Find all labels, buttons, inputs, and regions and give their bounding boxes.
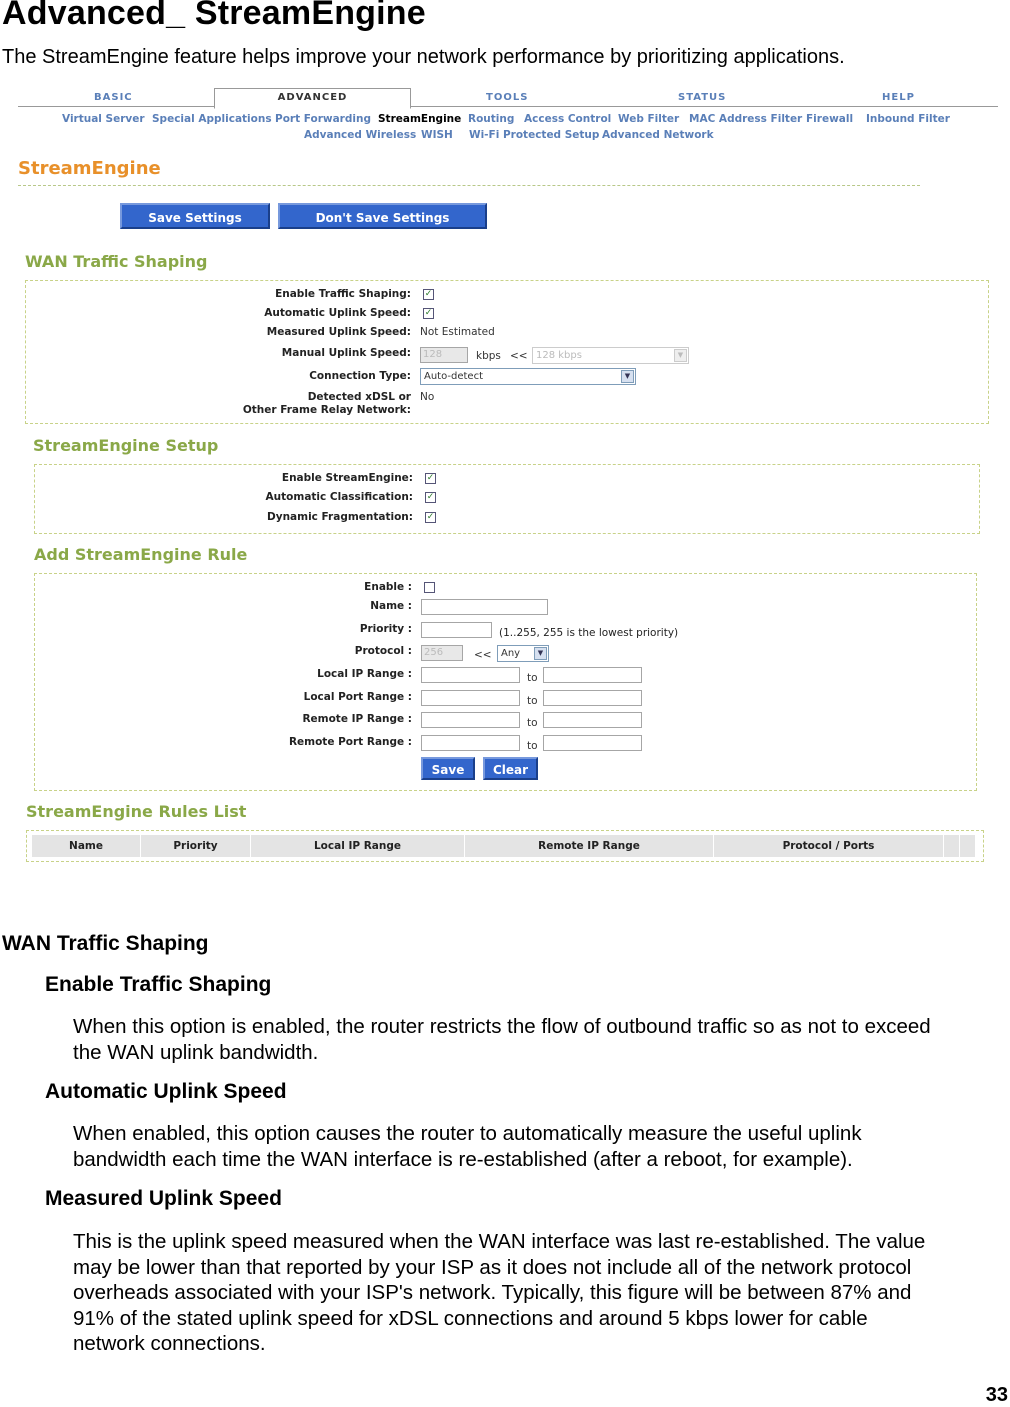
manual-speed-arrows: << [510,350,528,362]
save-settings-button[interactable]: Save Settings [120,203,270,229]
rule-name-input[interactable] [421,599,548,615]
wan-traffic-shaping-heading: WAN Traffic Shaping [2,932,209,955]
measured-uplink-speed-line-5: network connections. [73,1332,266,1355]
detected-xdsl-label-line1: Detected xDSL or [307,391,411,403]
remote-ip-start-input[interactable] [421,712,520,728]
local-ip-to: to [527,672,538,684]
local-port-to: to [527,695,538,707]
nav-firewall[interactable]: Firewall [806,113,854,125]
local-port-start-input[interactable] [421,690,520,706]
router-screenshot [14,86,1000,866]
chevron-down-icon: ▼ [674,349,687,362]
automatic-uplink-speed-line-1: When enabled, this option causes the router to automatically measure the useful uplink [73,1122,862,1145]
enable-streamengine-checkbox[interactable]: ✓ [426,473,435,483]
column-header-remote-ip-range: Remote IP Range [465,835,714,857]
detected-xdsl-label-line2: Other Frame Relay Network: [242,404,411,416]
rule-clear-button[interactable]: Clear [483,757,538,780]
page-number: 33 [985,1384,1008,1406]
manual-uplink-speed-select[interactable] [532,347,689,364]
intro-text: The StreamEngine feature helps improve your network performance by prioritizing applications. [2,46,845,68]
nav-mac-address-filter[interactable]: MAC Address Filter [689,113,803,125]
page-heading: StreamEngine [18,158,161,179]
connection-type-select[interactable] [420,368,636,385]
nav-port-forwarding[interactable]: Port Forwarding [275,113,371,125]
nav-inbound-filter[interactable]: Inbound Filter [866,113,950,125]
nav-virtual-server[interactable]: Virtual Server [62,113,145,125]
enable-traffic-shaping-label: Enable Traffic Shaping: [275,288,411,300]
rule-protocol-label: Protocol : [354,645,412,657]
kbps-unit: kbps [476,350,501,362]
enable-traffic-shaping-checkbox[interactable]: ✓ [424,289,433,299]
tab-tools[interactable]: TOOLS [486,92,529,103]
nav-web-filter[interactable]: Web Filter [618,113,680,125]
automatic-uplink-speed-description [73,1121,862,1172]
nav-wifi-protected-setup[interactable]: Wi-Fi Protected Setup [469,129,600,141]
local-ip-start-input[interactable] [421,667,520,683]
tab-status[interactable]: STATUS [678,92,727,103]
wan-section-title: WAN Traffic Shaping [25,252,208,271]
measured-uplink-speed-label: Measured Uplink Speed: [266,326,411,338]
column-header-protocol-ports: Protocol / Ports [714,835,944,857]
rule-protocol-input[interactable]: 256 [421,645,463,661]
tab-advanced[interactable]: ADVANCED [214,88,411,109]
column-header-priority: Priority [141,835,251,857]
rule-protocol-select-value: Any [501,648,521,659]
local-port-range-label: Local Port Range : [303,691,412,703]
automatic-uplink-speed-label: Automatic Uplink Speed: [264,307,411,319]
rule-enable-checkbox[interactable] [424,582,435,593]
column-header-spacer-2 [960,835,976,857]
remote-ip-to: to [527,717,538,729]
enable-traffic-shaping-heading: Enable Traffic Shaping [45,973,272,996]
measured-uplink-speed-description [73,1229,925,1357]
rule-priority-hint: (1..255, 255 is the lowest priority) [499,627,679,639]
automatic-uplink-speed-heading: Automatic Uplink Speed [45,1080,287,1103]
measured-uplink-speed-value: Not Estimated [420,326,495,338]
remote-ip-end-input[interactable] [543,712,642,728]
remote-port-to: to [527,740,538,752]
measured-uplink-speed-line-2: may be lower than that reported by your ISP as it does not include all of the network protocol [73,1255,912,1279]
enable-streamengine-label: Enable StreamEngine: [281,472,413,484]
document-title: Advanced_ StreamEngine [2,0,426,32]
dont-save-settings-button[interactable]: Don't Save Settings [278,203,487,229]
heading-divider [18,185,920,186]
manual-uplink-speed-select-value: 128 kbps [536,350,582,361]
rule-protocol-select[interactable] [497,645,549,662]
measured-uplink-speed-heading: Measured Uplink Speed [45,1187,282,1210]
measured-uplink-speed-line-3: overheads associated with your ISP's network. Typically, this figure will be between 87% and [73,1281,912,1304]
column-header-spacer-1 [944,835,960,857]
nav-routing[interactable]: Routing [468,113,515,125]
enable-traffic-shaping-line-1: When this option is enabled, the router restricts the flow of outbound traffic so as not to exceed [73,1015,931,1038]
rule-enable-label: Enable : [364,581,412,593]
column-header-local-ip-range: Local IP Range [251,835,465,857]
local-port-end-input[interactable] [543,690,642,706]
nav-advanced-wireless[interactable]: Advanced Wireless [304,129,417,141]
tab-help[interactable]: HELP [882,92,915,103]
wan-section-box [25,280,989,424]
local-ip-end-input[interactable] [543,667,642,683]
rule-name-label: Name : [370,600,412,612]
measured-uplink-speed-line-4: 91% of the stated uplink speed for xDSL connections and around 5 kbps lower for cable [73,1306,868,1330]
connection-type-label: Connection Type: [309,370,411,382]
manual-uplink-speed-input[interactable]: 128 [420,347,468,363]
chevron-down-icon: ▼ [534,647,547,660]
manual-uplink-speed-label: Manual Uplink Speed: [281,347,411,359]
local-ip-range-label: Local IP Range : [317,668,412,680]
remote-port-range-label: Remote Port Range : [288,736,412,748]
column-header-name: Name [32,835,141,857]
detected-xdsl-value: No [420,391,435,403]
rule-save-button[interactable]: Save [421,757,475,780]
automatic-uplink-speed-line-2: bandwidth each time the WAN interface is re-established (after a reboot, for example). [73,1147,853,1171]
remote-port-start-input[interactable] [421,735,520,751]
setup-section-title: StreamEngine Setup [33,436,219,455]
tab-baseline [18,106,998,107]
nav-access-control[interactable]: Access Control [524,113,612,125]
tab-basic[interactable]: BASIC [94,92,133,103]
automatic-classification-label: Automatic Classification: [265,491,413,503]
nav-advanced-network[interactable]: Advanced Network [602,129,714,141]
rule-priority-label: Priority : [359,623,412,635]
chevron-down-icon: ▼ [621,370,634,383]
enable-traffic-shaping-line-2: the WAN uplink bandwidth. [73,1040,319,1064]
rules-list-title: StreamEngine Rules List [26,802,247,821]
setup-section-box [34,464,980,534]
enable-traffic-shaping-description [73,1014,931,1065]
rule-protocol-arrows: << [474,649,492,661]
remote-ip-range-label: Remote IP Range : [302,713,412,725]
rule-priority-input[interactable] [421,622,492,638]
automatic-uplink-speed-checkbox[interactable]: ✓ [424,308,433,318]
automatic-classification-checkbox[interactable]: ✓ [426,492,435,502]
dynamic-fragmentation-checkbox[interactable]: ✓ [426,512,435,522]
nav-special-applications[interactable]: Special Applications [152,113,272,125]
connection-type-value: Auto-detect [424,371,484,382]
rule-section-title: Add StreamEngine Rule [34,545,248,564]
measured-uplink-speed-line-1: This is the uplink speed measured when the WAN interface was last re-established. The value [73,1230,926,1253]
dynamic-fragmentation-label: Dynamic Fragmentation: [267,511,413,523]
nav-wish[interactable]: WISH [421,129,453,141]
remote-port-end-input[interactable] [543,735,642,751]
nav-streamengine[interactable]: StreamEngine [378,113,462,125]
